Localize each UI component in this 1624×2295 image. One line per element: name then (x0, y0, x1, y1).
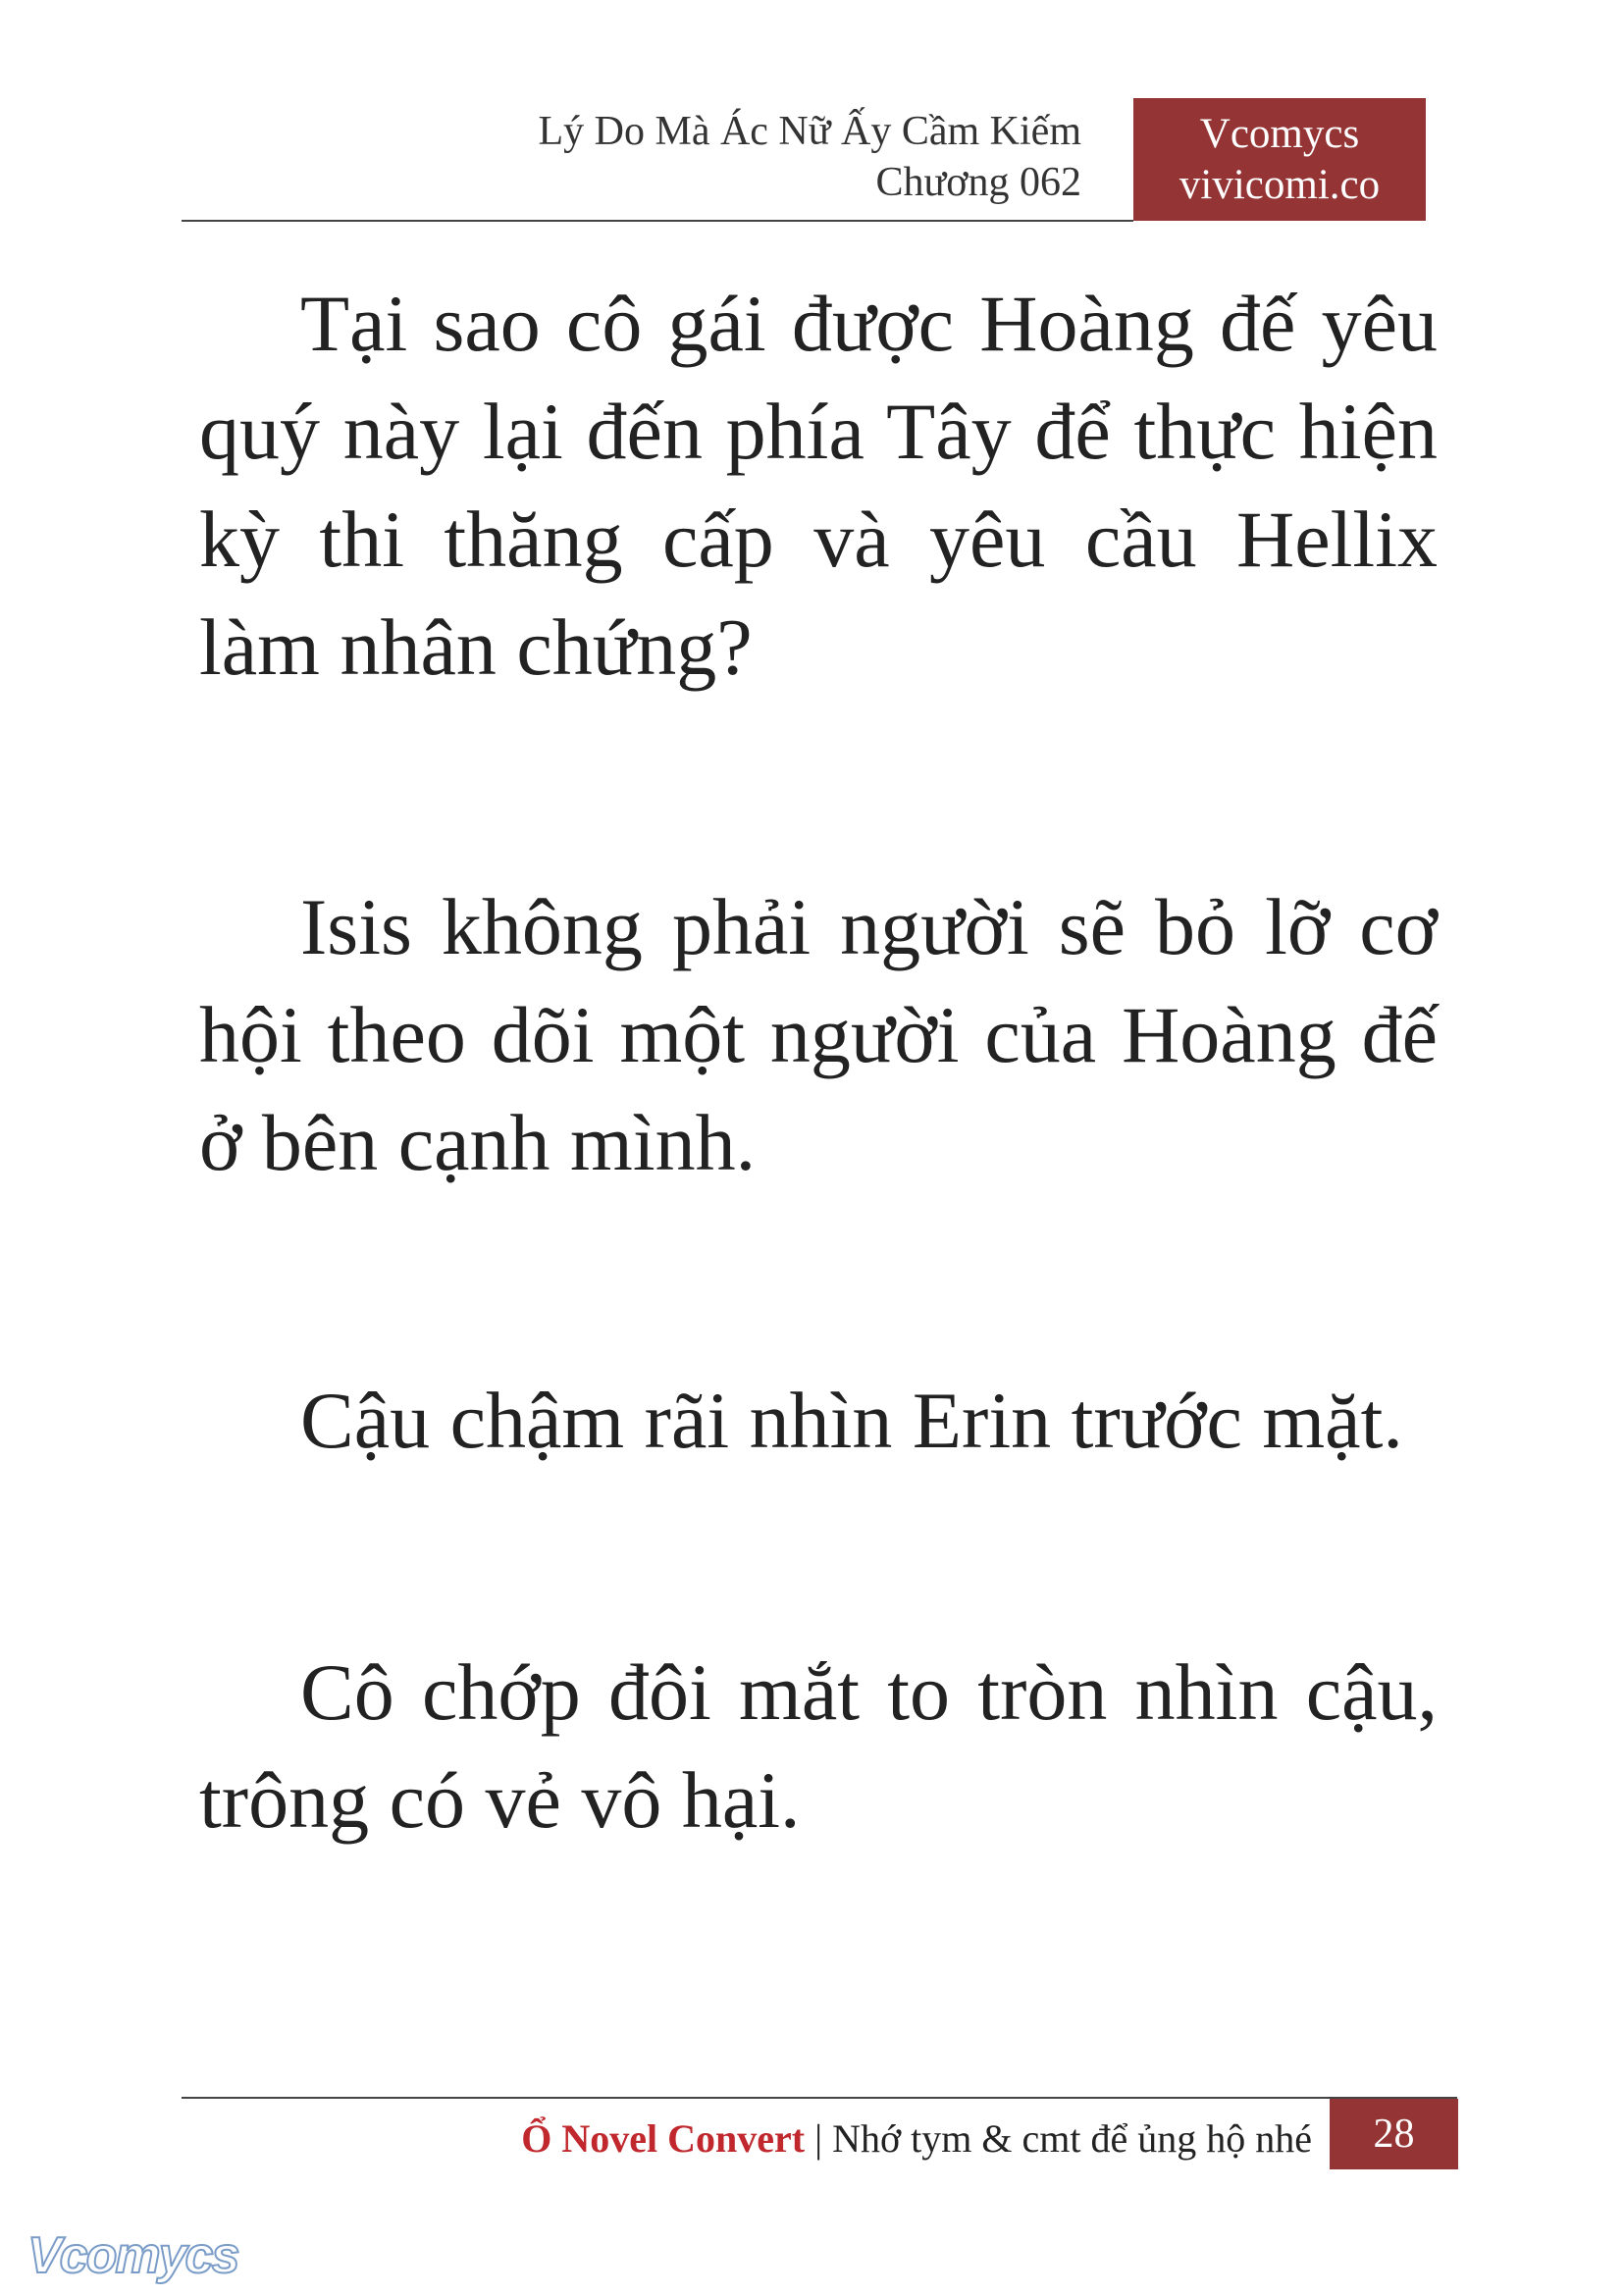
paragraph: Isis không phải người sẽ bỏ lỡ cơ hội theo dõi một người của Hoàng đế ở bên cạnh mình. (199, 882, 1438, 1187)
book-title: Lý Do Mà Ác Nữ Ấy Cầm Kiếm (538, 109, 1081, 154)
footer-brand: Ổ Novel Convert (521, 2116, 806, 2161)
footer-divider (182, 2097, 1457, 2099)
page-number: 28 (1330, 2099, 1458, 2169)
paragraph: Cô chớp đôi mắt to tròn nhìn cậu, trông có vẻ vô hại. (199, 1647, 1438, 1845)
paragraph: Cậu chậm rãi nhìn Erin trước mặt. (300, 1376, 1403, 1465)
page-header (538, 106, 1081, 208)
chapter-label: Chương 062 (875, 160, 1081, 205)
header-divider (182, 220, 1133, 222)
footer-separator: | (814, 2116, 823, 2161)
brand-name: Vcomycs (1199, 111, 1360, 157)
watermark-logo (27, 2229, 253, 2288)
page-footer (521, 2110, 1312, 2168)
brand-site: vivicomi.co (1179, 162, 1381, 208)
brand-badge (1133, 98, 1426, 221)
footer-message: Nhớ tym & cmt để ủng hộ nhé (832, 2116, 1312, 2161)
paragraph: Tại sao cô gái được Hoàng đế yêu quý này lại đến phía Tây để thực hiện kỳ thi thăng cấp và yêu cầu Hellix làm nhân chứng? (199, 279, 1438, 692)
watermark-text: Vcomycs (27, 2229, 238, 2284)
